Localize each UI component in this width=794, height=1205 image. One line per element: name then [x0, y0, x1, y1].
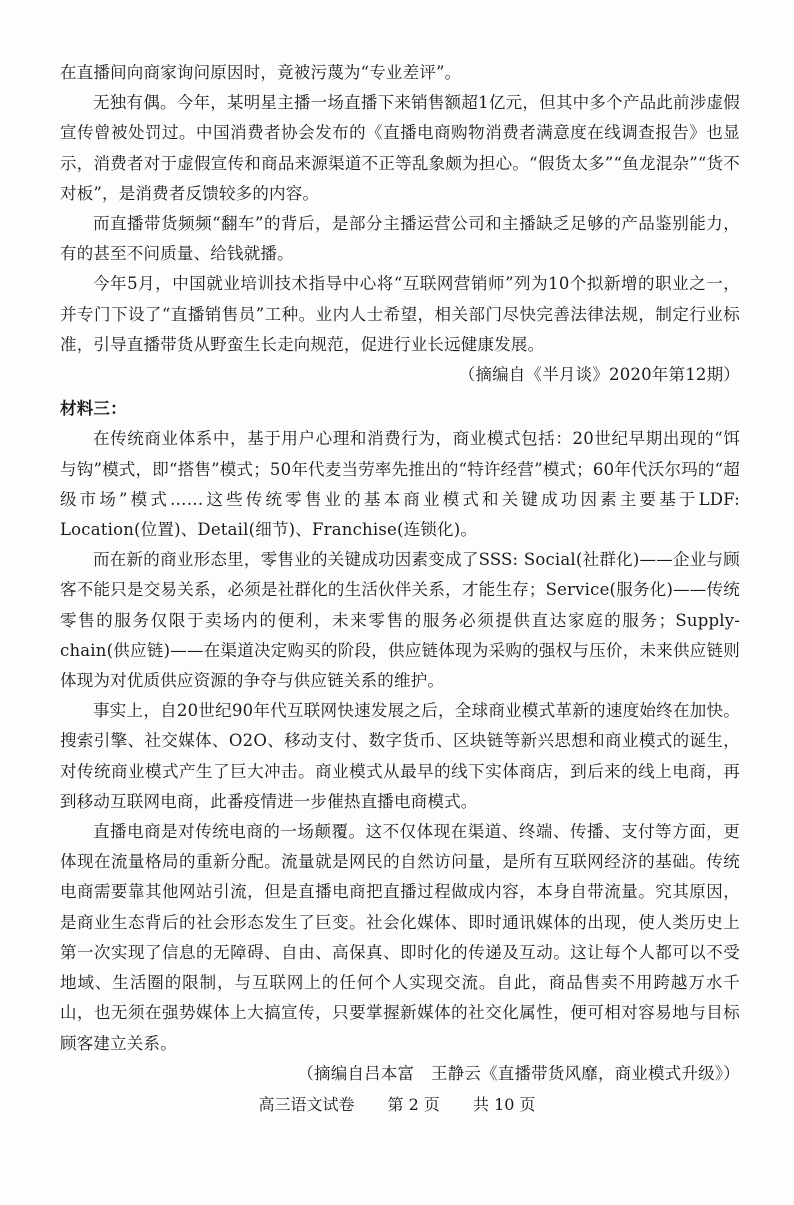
- section-heading: 材料三：: [60, 399, 127, 419]
- paragraph: 今年5月，中国就业培训技术指导中心将“互联网营销师”列为10个拟新增的职业之一，并专门下设了“直播销售员”工种。业内人士希望，相关部门尽快完善法律法规，制定行业标准，引导直播带货从野蛮生长走向规范，促进行业长远健康发展。: [60, 274, 740, 354]
- paragraph: 直播电商是对传统电商的一场颠覆。这不仅体现在渠道、终端、传播、支付等方面，更体现在流量格局的重新分配。流量就是网民的自然访问量，是所有互联网经济的基础。传统电商需要靠其他网站引流，但是直播电商把直播过程做成内容，本身自带流量。究其原因，是商业生态背后的社会形态发生了巨变。社会化媒体、即时通讯媒体的出现，使人类历史上第一次实现了信息的无障碍、自由、高保真、即时化的传递及互动。这让每个人都可以不受地域、生活圈的限制，与互联网上的任何个人实现交流。自此，商品售卖不用跨越万水千山，也无须在强势媒体上大搞宣传，只要掌握新媒体的社交化属性，便可相对容易地与目标顾客建立关系。: [60, 822, 740, 1053]
- paragraph: 而在新的商业形态里，零售业的关键成功因素变成了SSS: Social(社群化)——企业与顾客不能只是交易关系，必须是社群化的生活伙伴关系，才能生存；Service(服务化)——传统零售的服务仅限于卖场内的便利，未来零售的服务必须提供直达家庭的服务；Supply-chain(供应链)——在渠道决定购买的阶段，供应链体现为采购的强权与压价，未来供应链则体现为对优质供应资源的争夺与供应链关系的维护。: [60, 550, 740, 691]
- paragraph: 无独有偶。今年，某明星主播一场直播下来销售额超1亿元，但其中多个产品此前涉虚假宣传曾被处罚过。中国消费者协会发布的《直播电商购物消费者满意度在线调查报告》也显示，消费者对于虚假宣传和商品来源渠道不正等乱象颇为担心。“假货太多”“鱼龙混杂”“货不对板”，是消费者反馈较多的内容。: [60, 93, 740, 203]
- paragraph: 事实上，自20世纪90年代互联网快速发展之后，全球商业模式革新的速度始终在加快。搜索引擎、社交媒体、O2O、移动支付、数字货币、区块链等新兴思想和商业模式的诞生，对传统商业模式产生了巨大冲击。商业模式从最早的线下实体商店，到后来的线上电商，再到移动互联网电商，此番疫情进一步催热直播电商模式。: [60, 701, 740, 811]
- paragraph: 而直播带货频频“翻车”的背后，是部分主播运营公司和主播缺乏足够的产品鉴别能力，有的甚至不问质量、给钱就播。: [60, 214, 740, 264]
- source-citation: （摘编自吕本富 王静云《直播带货风靡，商业模式升级》）: [297, 1063, 740, 1083]
- page-number: 第 2 页: [387, 1095, 440, 1114]
- paragraph: 在传统商业体系中，基于用户心理和消费行为，商业模式包括：20世纪早期出现的“饵与钩”模式，即“搭售”模式；50年代麦当劳率先推出的“特许经营”模式；60年代沃尔玛的“超级市场”模式……这些传统零售业的基本商业模式和关键成功因素主要基于LDF: Location(位置)、Detail(细节)、Franchise(连锁化)。: [60, 429, 740, 540]
- page-total: 共 10 页: [473, 1095, 536, 1114]
- exam-title: 高三语文试卷: [258, 1095, 355, 1114]
- source-citation: （摘编自《半月谈》2020年第12期）: [458, 365, 740, 385]
- document-body: [60, 58, 740, 1089]
- paragraph: 在直播间向商家询问原因时，竟被污蔑为“专业差评”。: [60, 63, 462, 82]
- page-footer: [0, 1092, 794, 1115]
